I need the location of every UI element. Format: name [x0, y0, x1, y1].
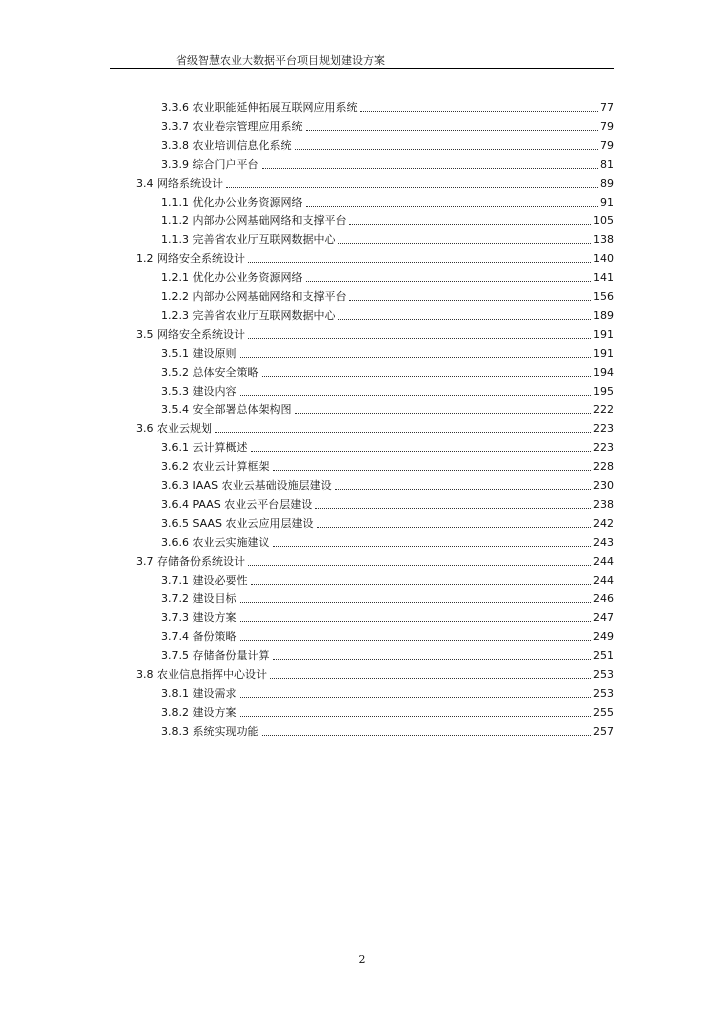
toc-entry[interactable] [161, 268, 614, 287]
toc-entry[interactable] [136, 249, 614, 268]
toc-entry[interactable] [161, 627, 614, 646]
toc-entry-page: 79 [600, 119, 614, 133]
toc-entry-label: 3.7.2 建设目标 [161, 592, 237, 606]
toc-dot-leader [240, 697, 592, 698]
toc-entry-page: 156 [593, 290, 614, 303]
toc-entry-label: 3.8 农业信息指挥中心设计 [136, 668, 267, 681]
toc-entry-label: 3.6.2 农业云计算框架 [161, 460, 270, 474]
toc-entry[interactable] [161, 193, 614, 212]
toc-dot-leader [251, 584, 592, 585]
toc-entry[interactable] [161, 400, 614, 419]
toc-dot-leader [251, 451, 592, 452]
toc-entry-page: 244 [593, 573, 614, 587]
toc-entry[interactable] [161, 589, 614, 608]
toc-entry-label: 3.3.8 农业培训信息化系统 [161, 138, 292, 152]
toc-entry-label: 3.3.6 农业职能延伸拓展互联网应用系统 [161, 101, 358, 114]
toc-dot-leader [306, 130, 599, 131]
document-title: 省级智慧农业大数据平台项目规划建设方案 [176, 54, 385, 67]
toc-entry-label: 1.2.3 完善省农业厅互联网数据中心 [161, 308, 336, 322]
toc-dot-leader [248, 262, 591, 263]
toc-entry-page: 89 [600, 176, 614, 190]
toc-dot-leader [262, 735, 592, 736]
toc-dot-leader [240, 640, 592, 641]
toc-dot-leader [315, 508, 591, 509]
toc-entry[interactable] [161, 136, 614, 155]
toc-entry[interactable] [161, 703, 614, 722]
toc-entry[interactable] [161, 344, 614, 363]
toc-entry[interactable] [161, 287, 614, 306]
toc-entry-label: 3.3.9 综合门户平台 [161, 157, 259, 171]
toc-dot-leader [295, 149, 599, 150]
toc-entry-label: 3.4 网络系统设计 [136, 176, 223, 190]
toc-entry[interactable] [161, 98, 614, 117]
toc-entry[interactable] [161, 722, 614, 741]
toc-entry[interactable] [136, 174, 614, 193]
toc-entry-label: 1.1.2 内部办公网基础网络和支撑平台 [161, 214, 347, 228]
toc-entry[interactable] [161, 230, 614, 249]
toc-dot-leader [338, 319, 591, 320]
toc-entry[interactable] [161, 495, 614, 514]
toc-entry-label: 3.6.5 SAAS 农业云应用层建设 [161, 516, 314, 530]
toc-entry-label: 3.5.1 建设原则 [161, 346, 237, 360]
toc-entry-page: 191 [593, 346, 614, 360]
toc-entry-page: 230 [593, 479, 614, 492]
toc-dot-leader [360, 111, 598, 112]
toc-dot-leader [349, 224, 591, 225]
toc-dot-leader [273, 470, 592, 471]
toc-dot-leader [262, 376, 592, 377]
toc-entry-label: 3.8.3 系统实现功能 [161, 724, 259, 738]
toc-entry[interactable] [161, 211, 614, 230]
toc-entry[interactable] [136, 419, 614, 438]
toc-dot-leader [240, 602, 592, 603]
toc-entry-page: 253 [593, 668, 614, 681]
toc-entry-page: 81 [600, 157, 614, 171]
toc-entry[interactable] [161, 382, 614, 401]
toc-dot-leader [240, 395, 592, 396]
toc-entry[interactable] [161, 571, 614, 590]
toc-entry-page: 246 [593, 592, 614, 606]
toc-entry-label: 1.2 网络安全系统设计 [136, 252, 245, 266]
toc-entry-page: 194 [593, 365, 614, 379]
toc-dot-leader [270, 678, 591, 679]
toc-entry-page: 195 [593, 384, 614, 398]
toc-entry[interactable] [161, 457, 614, 476]
toc-entry-page: 191 [593, 327, 614, 341]
toc-entry-page: 223 [593, 422, 614, 436]
toc-dot-leader [248, 565, 591, 566]
toc-entry-page: 257 [593, 724, 614, 738]
toc-entry-page: 244 [593, 554, 614, 568]
toc-dot-leader [338, 243, 591, 244]
toc-entry[interactable] [136, 325, 614, 344]
toc-entry-label: 3.5.2 总体安全策略 [161, 365, 259, 379]
toc-dot-leader [273, 546, 592, 547]
page-header [110, 50, 614, 69]
toc-entry-label: 3.7.4 备份策略 [161, 630, 237, 644]
toc-entry[interactable] [161, 306, 614, 325]
toc-dot-leader [306, 281, 592, 282]
toc-dot-leader [240, 621, 592, 622]
toc-dot-leader [226, 187, 598, 188]
toc-entry-label: 3.7.5 存储备份量计算 [161, 649, 270, 663]
toc-entry-page: 223 [593, 441, 614, 455]
toc-entry-label: 3.6.3 IAAS 农业云基础设施层建设 [161, 479, 332, 492]
toc-entry-page: 140 [593, 252, 614, 266]
toc-dot-leader [335, 489, 591, 490]
toc-entry-page: 253 [593, 686, 614, 700]
toc-dot-leader [248, 338, 591, 339]
toc-entry[interactable] [161, 155, 614, 174]
toc-entry-label: 3.6 农业云规划 [136, 422, 212, 436]
toc-entry[interactable] [136, 552, 614, 571]
toc-entry-page: 242 [593, 516, 614, 530]
toc-entry-label: 3.7.3 建设方案 [161, 611, 237, 625]
toc-entry[interactable] [161, 363, 614, 382]
toc-entry[interactable] [161, 646, 614, 665]
toc-dot-leader [262, 168, 599, 169]
toc-entry-page: 222 [593, 403, 614, 417]
toc-entry-page: 228 [593, 460, 614, 474]
toc-entry-label: 1.2.1 优化办公业务资源网络 [161, 271, 303, 285]
toc-entry[interactable] [161, 476, 614, 495]
toc-entry[interactable] [161, 684, 614, 703]
toc-entry[interactable] [161, 608, 614, 627]
toc-dot-leader [317, 527, 591, 528]
toc-entry-label: 3.7 存储备份系统设计 [136, 554, 245, 568]
toc-entry-page: 79 [600, 138, 614, 152]
page-number: 2 [358, 953, 366, 966]
toc-dot-leader [273, 659, 592, 660]
toc-entry-page: 255 [593, 705, 614, 719]
toc-entry-label: 3.8.2 建设方案 [161, 705, 237, 719]
toc-entry[interactable] [136, 665, 614, 684]
toc-entry-page: 91 [600, 195, 614, 209]
toc-entry[interactable] [161, 533, 614, 552]
toc-dot-leader [295, 413, 592, 414]
toc-entry-label: 1.1.1 优化办公业务资源网络 [161, 195, 303, 209]
toc-entry-page: 243 [593, 535, 614, 549]
toc-entry-label: 3.6.6 农业云实施建议 [161, 535, 270, 549]
toc-entry[interactable] [161, 117, 614, 136]
toc-entry-label: 3.7.1 建设必要性 [161, 573, 248, 587]
toc-entry-label: 3.5.3 建设内容 [161, 384, 237, 398]
toc-entry-label: 3.5.4 安全部署总体架构图 [161, 403, 292, 417]
toc-entry-label: 1.2.2 内部办公网基础网络和支撑平台 [161, 290, 347, 303]
toc-entry-label: 3.5 网络安全系统设计 [136, 327, 245, 341]
toc-entry-label: 3.8.1 建设需求 [161, 686, 237, 700]
toc-entry-page: 138 [593, 233, 614, 247]
toc-dot-leader [240, 716, 592, 717]
toc-entry-label: 3.6.1 云计算概述 [161, 441, 248, 455]
toc-entry-page: 247 [593, 611, 614, 625]
toc-entry-page: 141 [593, 271, 614, 285]
toc-entry-page: 105 [593, 214, 614, 228]
toc-entry-label: 3.3.7 农业卷宗管理应用系统 [161, 119, 303, 133]
toc-entry-page: 249 [593, 630, 614, 644]
toc-entry-label: 3.6.4 PAAS 农业云平台层建设 [161, 497, 313, 511]
toc-entry-page: 77 [600, 101, 614, 114]
toc-dot-leader [215, 432, 591, 433]
toc-entry[interactable] [161, 514, 614, 533]
toc-dot-leader [349, 300, 591, 301]
toc-entry-page: 238 [593, 497, 614, 511]
toc-dot-leader [306, 206, 599, 207]
toc-entry-label: 1.1.3 完善省农业厅互联网数据中心 [161, 233, 336, 247]
toc-entry-page: 251 [593, 649, 614, 663]
toc-entry-page: 189 [593, 308, 614, 322]
toc-dot-leader [240, 357, 592, 358]
toc-entry[interactable] [161, 438, 614, 457]
